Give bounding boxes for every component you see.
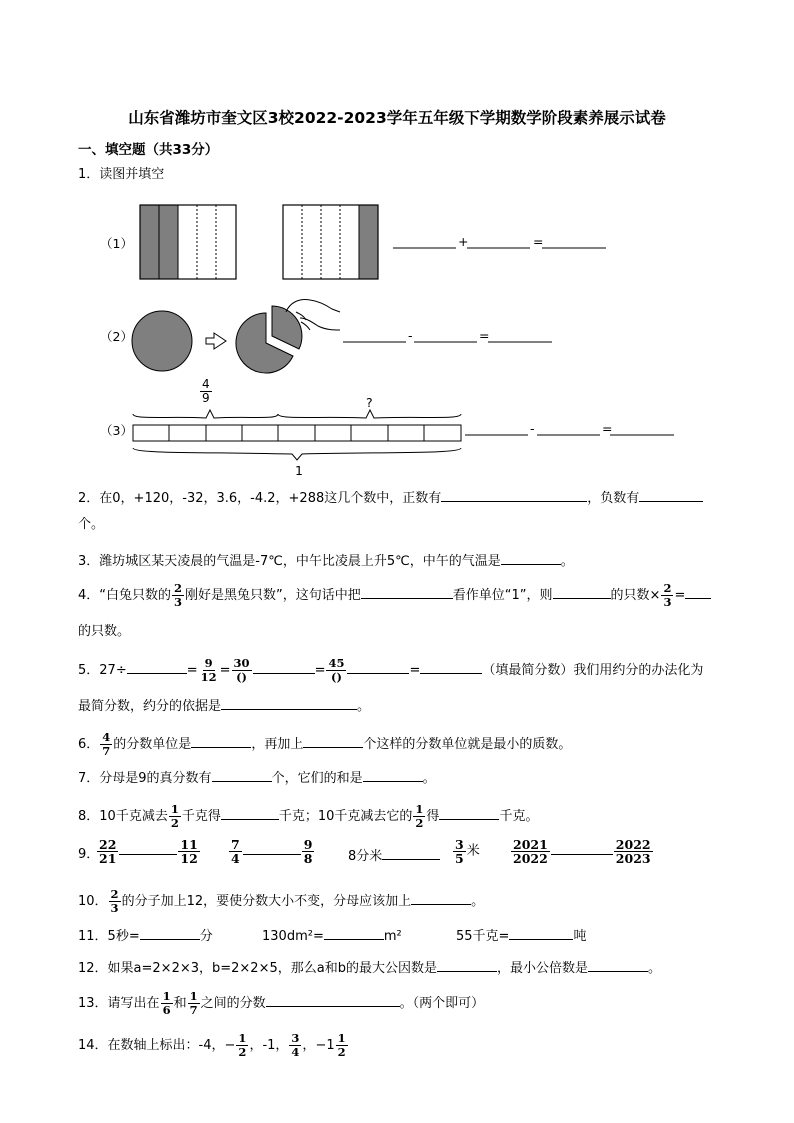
question-4: 4．“白兔只数的 $\frac{2}{3}$ 刚好是黑兔只数”，这句话中把 看作单位“1”，则 的只数× $\frac{2}{3}$ = [78, 582, 711, 609]
full-circle [132, 311, 192, 371]
answer-blank[interactable] [363, 768, 423, 782]
answer-blank[interactable] [119, 841, 177, 855]
answer-blank[interactable] [191, 734, 251, 748]
question-8: 8．10千克减去 $\frac{1}{2}$ 千克得 千克；10千克减去它的 $\frac{1}{2}$ 得 千克。 [78, 802, 539, 830]
plus-sign: + [458, 234, 469, 249]
equals-sign: = [602, 421, 613, 436]
pie-with-slice-removed [236, 300, 340, 374]
answer-blank[interactable] [685, 585, 711, 599]
equals-sign: = [533, 234, 544, 249]
fraction-bar-left [140, 205, 236, 279]
minus-sign: - [408, 328, 413, 343]
answer-blank[interactable] [347, 660, 409, 674]
question-14: 14．在数轴上标出：-4，− $\frac{1}{2}$ ，-1， $\frac{3}{4}$ ，−1 $\frac{1}{2}$ [78, 1031, 346, 1059]
answer-blank[interactable] [441, 488, 587, 502]
question-11c: 55千克= 吨 [456, 926, 586, 946]
question-number: 1． [78, 167, 100, 182]
compare-pair-3: 8分米 [348, 846, 440, 866]
part-3-label: （3） [100, 423, 133, 438]
section-heading: 一、填空题（共33分） [78, 142, 219, 158]
answer-blank[interactable] [253, 660, 315, 674]
question-10: 10． $\frac{2}{3}$ 的分子加上12，要使分数大小不变，分母应该加上 。 [78, 887, 485, 915]
question-2-cont: 个。 [78, 517, 105, 532]
question-4-cont: 的只数。 [78, 624, 131, 639]
question-7: 7．分母是9的真分数有 个，它们的和是 。 [78, 768, 436, 788]
question-13: 13．请写出在 $\frac{1}{6}$ 和 $\frac{1}{7}$ 之间的分数 。（两个即可） [78, 989, 485, 1017]
answer-blank[interactable] [639, 488, 703, 502]
question-6: 6． $\frac{4}{7}$ 的分数单位是 ，再加上 个这样的分数单位就是最小的质数。 [78, 730, 572, 758]
question-11b: 130dm²= m² [262, 926, 402, 946]
equals-sign: = [479, 328, 490, 343]
whole-label: 1 [295, 463, 303, 478]
question-3: 3．潍坊城区某天凌晨的气温是-7℃，中午比凌晨上升5℃，中午的气温是 。 [78, 551, 574, 571]
answer-blank[interactable] [127, 660, 187, 674]
question-2: 2．在0，+120，-32，3.6，-4.2，+288这几个数中，正数有 ，负数有 [78, 488, 703, 508]
question-mark-label: ? [366, 395, 373, 410]
answer-blank[interactable] [411, 891, 471, 905]
answer-blank[interactable] [303, 734, 363, 748]
answer-blank[interactable] [553, 585, 611, 599]
top-fraction-label: $\frac{4}{9}$ [202, 377, 210, 405]
answer-blank[interactable] [324, 926, 384, 940]
answer-blank[interactable] [212, 768, 272, 782]
right-arrow-icon [206, 333, 226, 349]
compare-pair-2: $\frac{7}{4}$ $\frac{9}{8}$ [231, 837, 313, 866]
question-5: 5．27÷ = $\frac{9}{12}$ = $\frac{30}{()}$ = $\frac{45}{()}$ = （填最简分数）我们用约分的办法化为 [78, 656, 704, 684]
question-text: 读图并填空 [99, 167, 165, 182]
question-9-number: 9． [78, 847, 100, 862]
segment-diagram [133, 410, 461, 460]
fraction-bar-right [283, 205, 378, 279]
answer-blank[interactable] [420, 660, 482, 674]
answer-blank[interactable] [509, 926, 573, 940]
answer-blank[interactable] [266, 993, 400, 1007]
question-11: 11．5秒= 分 [78, 926, 213, 946]
answer-blank[interactable] [243, 841, 301, 855]
part-2-label: （2） [100, 329, 133, 344]
answer-blank[interactable] [437, 958, 497, 972]
compare-pair-1: $\frac{22}{21}$ $\frac{11}{12}$ [99, 837, 198, 866]
question-5-cont: 最简分数，约分的依据是 。 [78, 696, 370, 716]
answer-blank[interactable] [221, 806, 279, 820]
answer-blank[interactable] [588, 958, 648, 972]
compare-pair-3-right: $\frac{3}{5}$ 米 [455, 837, 480, 866]
answer-blank[interactable] [221, 696, 357, 710]
answer-blank[interactable] [551, 841, 613, 855]
compare-pair-4: $\frac{2021}{2022}$ $\frac{2022}{2023}$ [513, 837, 651, 866]
answer-blank[interactable] [439, 806, 499, 820]
answer-blank[interactable] [140, 926, 200, 940]
answer-blank[interactable] [361, 585, 453, 599]
page-title: 山东省潍坊市奎文区3校2022-2023学年五年级下学期数学阶段素养展示试卷 [128, 109, 666, 127]
answer-blank[interactable] [382, 846, 440, 860]
answer-blank[interactable] [501, 551, 561, 565]
question-12: 12．如果a=2×2×3，b=2×2×5，那么a和b的最大公因数是 ，最小公倍数是 。 [78, 958, 661, 978]
part-1-label: （1） [100, 236, 133, 251]
minus-sign: - [530, 421, 535, 436]
